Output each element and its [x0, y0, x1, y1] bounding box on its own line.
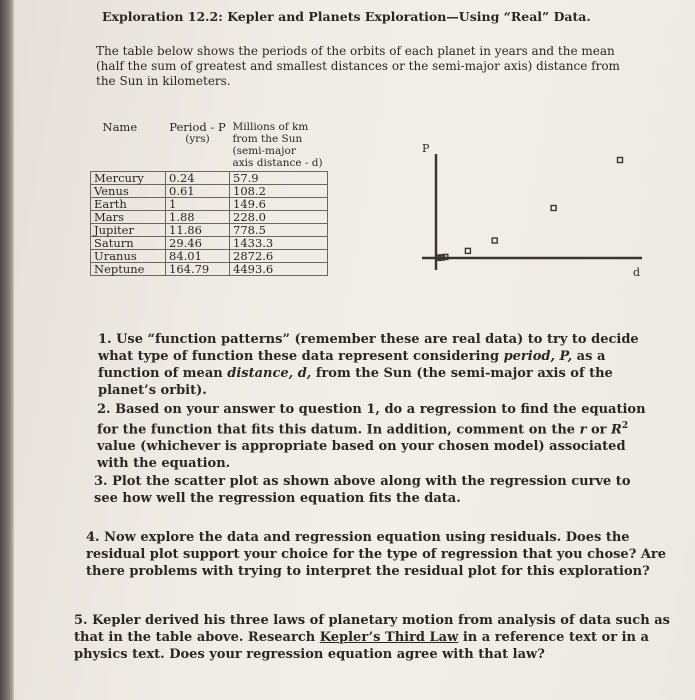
data-point — [551, 206, 556, 211]
data-points — [436, 158, 623, 261]
header-period-unit: (yrs) — [185, 133, 210, 145]
header-distance-line: (semi-major — [232, 145, 296, 157]
table-row — [91, 250, 328, 263]
question-2-superscript: 2 — [621, 421, 629, 431]
scatter-plot — [392, 120, 657, 290]
table-row — [91, 211, 328, 224]
cell-distance: 108.2 — [230, 185, 328, 198]
cell-distance: 1433.3 — [230, 237, 328, 250]
table-row — [91, 185, 328, 198]
question-5-text: 5. Kepler derived his three laws of planetary motion from analysis of data such as that in the table above. Research — [74, 613, 670, 645]
cell-planet-name: Uranus — [91, 250, 166, 263]
question-1-text: as a function of mean — [98, 349, 606, 381]
question-2-text: 2. Based on your answer to question 1, do a regression to find the equation for the function that fits this datum. In addition, comment on the — [97, 402, 646, 438]
header-distance-line: axis distance - d) — [232, 157, 323, 169]
cell-distance: 4493.6 — [230, 263, 328, 276]
question-1 — [98, 331, 658, 399]
cell-period: 84.01 — [166, 250, 230, 263]
question-2 — [97, 401, 657, 472]
table-header-row — [91, 120, 328, 172]
intro-paragraph: The table below shows the periods of the orbits of each planet in years and the mean (half the sum of greatest and smallest distances or the semi-major axis) distance from the Sun in kilometers. — [96, 44, 620, 88]
table-row — [91, 172, 328, 185]
data-point — [618, 158, 623, 163]
question-2-R-symbol: R — [611, 422, 622, 438]
cell-period: 1.88 — [166, 211, 230, 224]
x-axis-label: d — [633, 266, 641, 279]
question-5-text: in a reference text or in a physics text. Does your regression equation agree with that law? — [74, 630, 649, 662]
header-period — [166, 120, 230, 172]
question-2-r-symbol: r — [579, 422, 587, 438]
cell-planet-name: Saturn — [91, 237, 166, 250]
cell-distance: 778.5 — [230, 224, 328, 237]
question-1-text: from the Sun (the semi-major axis of the planet’s orbit). — [98, 366, 613, 398]
header-period-label: Period - P — [169, 120, 226, 134]
question-1-distance-term: distance, d, — [227, 366, 312, 381]
header-distance-line: from the Sun — [232, 133, 303, 145]
cell-period: 1 — [166, 198, 230, 211]
cell-period: 0.61 — [166, 185, 230, 198]
header-distance — [230, 120, 328, 172]
cell-planet-name: Earth — [91, 198, 166, 211]
table-row — [91, 237, 328, 250]
table-row — [91, 198, 328, 211]
question-1-text: 1. Use “function patterns” (remember these are real data) to try to decide what type of function these data represent considering — [98, 332, 639, 364]
table-row — [91, 224, 328, 237]
question-4: 4. Now explore the data and regression equation using residuals. Does the residual plot support your choice for the type of regression that you chose? Are there problems with trying to interpret the residual plot for this exploration? — [86, 530, 667, 579]
data-point — [465, 248, 470, 253]
table-row — [91, 263, 328, 276]
question-2-text: value (whichever is appropriate based on your chosen model) associated with the equation. — [97, 439, 626, 472]
question-2-text: or — [586, 422, 612, 438]
header-name: Name — [102, 120, 138, 134]
y-axis-label: P — [422, 142, 430, 155]
question-5 — [74, 612, 684, 663]
cell-period: 164.79 — [166, 263, 230, 276]
cell-planet-name: Venus — [91, 185, 166, 198]
question-3: 3. Plot the scatter plot as shown above along with the regression curve to see how well the regression equation fits the data. — [94, 474, 631, 506]
page-title: Exploration 12.2: Kepler and Planets Exploration—Using “Real” Data. — [102, 9, 591, 24]
data-point — [492, 238, 497, 243]
cell-distance: 57.9 — [230, 172, 328, 185]
cell-distance: 2872.6 — [230, 250, 328, 263]
cell-planet-name: Neptune — [91, 263, 166, 276]
cell-planet-name: Mars — [91, 211, 166, 224]
cell-distance: 149.6 — [230, 198, 328, 211]
cell-period: 29.46 — [166, 237, 230, 250]
cell-planet-name: Mercury — [91, 172, 166, 185]
header-distance-line: Millions of km — [232, 121, 309, 133]
planet-data-table — [90, 120, 328, 276]
cell-period: 11.86 — [166, 224, 230, 237]
cell-distance: 228.0 — [230, 211, 328, 224]
question-1-period-term: period, P, — [503, 349, 573, 364]
worksheet-page — [14, 0, 695, 700]
cell-planet-name: Jupiter — [91, 224, 166, 237]
cell-period: 0.24 — [166, 172, 230, 185]
keplers-third-law-term: Kepler’s Third Law — [319, 630, 459, 645]
